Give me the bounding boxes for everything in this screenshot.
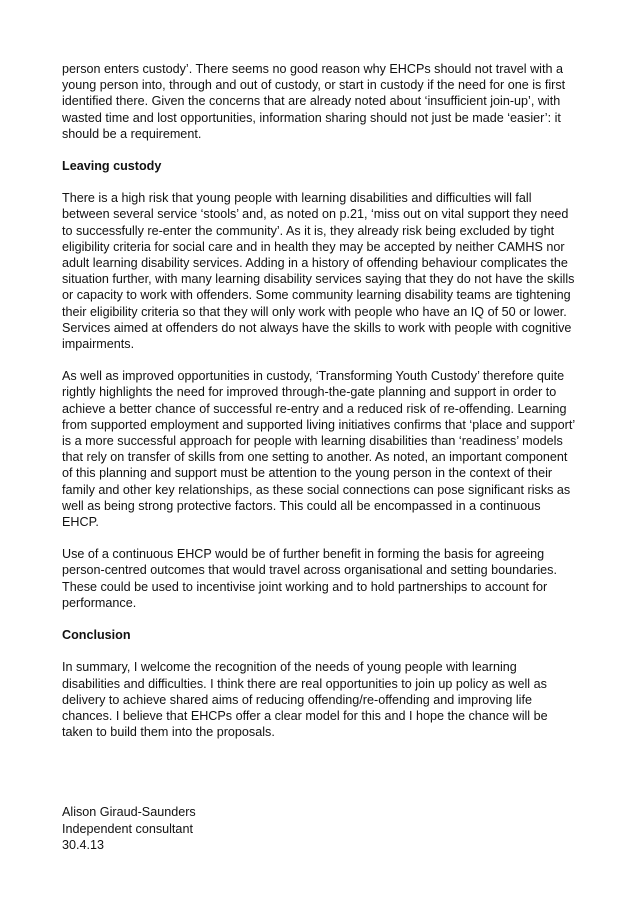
author-name: Alison Giraud-Saunders [62, 805, 196, 820]
document-date: 30.4.13 [62, 837, 105, 852]
leaving-custody-paragraph-2: As well as improved opportunities in custody, ‘Transforming Youth Custody’ therefore quite rightly highlights the need for improved through-the-gate planning and support in order to achieve a better chance of successful re-entry and a reduced risk of re-offending. Learning from supported employment and supported living initiatives confirms that ‘place and support’ is a more successful approach for people with learning disabilities than ‘readiness’ models that rely on transfer of skills from one setting to another. As noted, an important component of this planning and support must be attention to the young person in the context of their family and other key relationships, as these social connections can pose significant risks as well as being strong protective factors. This could all be encompassed in a continuous EHCP. [62, 369, 575, 530]
leaving-custody-heading: Leaving custody [62, 159, 162, 174]
intro-paragraph: person enters custody’. There seems no good reason why EHCPs should not travel with a young person into, through and out of custody, or start in custody if the need for one is first identified there. Given the concerns that are already noted about ‘insufficient join-up’, with wasted time and lost opportunities, information sharing should not just be made ‘easier’: it should be a requirement. [62, 62, 566, 141]
conclusion-paragraph: In summary, I welcome the recognition of the needs of young people with learning disabilities and difficulties. I think there are real opportunities to join up policy as well as delivery to achieve shared aims of reducing offending/re-offending and improving life chances. I believe that EHCPs offer a clear model for this and I hope the chance will be taken to build them into the proposals. [62, 660, 548, 740]
signature-block [62, 804, 578, 853]
author-role: Independent consultant [62, 821, 193, 836]
leaving-custody-paragraph-3: Use of a continuous EHCP would be of further benefit in forming the basis for agreeing person-centred outcomes that would travel across organisational and setting boundaries. These could be used to incentivise joint working and to hold partnerships to account for performance. [62, 547, 557, 610]
document-page [62, 61, 578, 853]
leaving-custody-paragraph-1: There is a high risk that young people with learning disabilities and difficulties will fall between several service ‘stools’ and, as noted on p.21, ‘miss out on vital support they need to successfully re-enter the community’. As it is, they already risk being excluded by tight eligibility criteria for social care and in health they may be accepted by neither CAMHS nor adult learning disability services. Adding in a history of offending behaviour complicates the situation further, with many learning disability services saying that they do not have the skills or capacity to work with offenders. Some community learning disability teams are tightening their eligibility criteria so that they will only work with people who have an IQ of 50 or lower. Services aimed at offenders do not always have the skills to work with people with cognitive impairments. [62, 191, 575, 352]
conclusion-heading: Conclusion [62, 628, 131, 643]
